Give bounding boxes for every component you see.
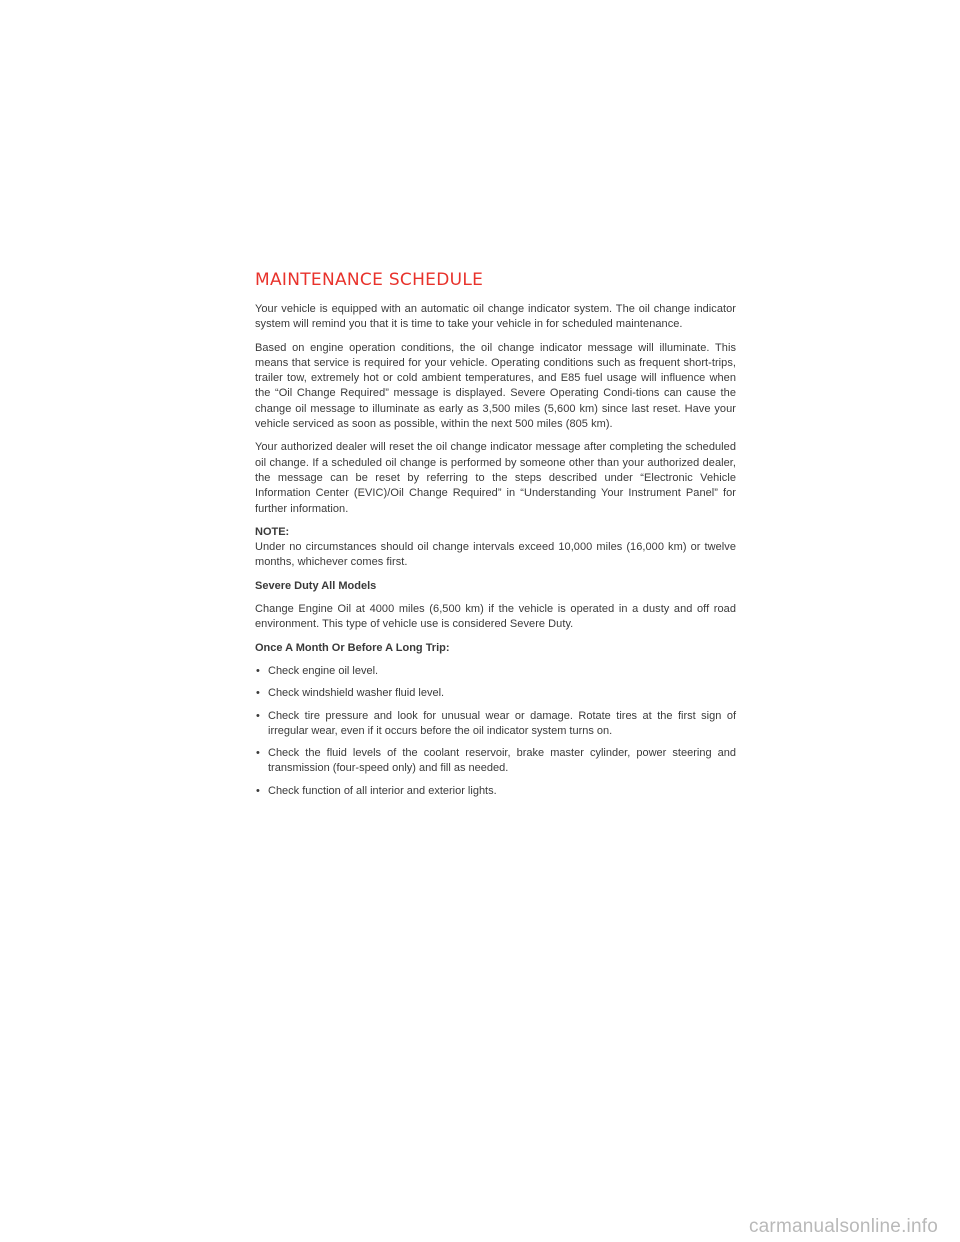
intro-paragraph: Your vehicle is equipped with an automatic oil change indicator system. The oil change indicator system will remind you that it is time to take your vehicle in for scheduled maintenance. (255, 303, 736, 331)
list-item (255, 784, 736, 799)
list-item-text: Check windshield washer fluid level. (268, 687, 445, 700)
bullet-icon: • (256, 784, 260, 797)
severe-duty-text: Change Engine Oil at 4000 miles (6,500 km) if the vehicle is operated in a dusty and off road environment. This type of vehicle use is considered Severe Duty. (255, 603, 736, 631)
list-item-text: Check engine oil level. (268, 664, 379, 677)
list-item-text: Check the fluid levels of the coolant reservoir, brake master cylinder, power steering and transmission (four-speed only) and fill as needed. (268, 747, 736, 775)
note-text: Under no circumstances should oil change intervals exceed 10,000 miles (16,000 km) or twelve months, whichever comes first. (255, 541, 736, 569)
list-item (255, 746, 736, 777)
bullet-icon: • (256, 687, 260, 700)
list-item-text: Check tire pressure and look for unusual wear or damage. Rotate tires at the first sign of irregular wear, even if it occurs before the oil indicator system turns on. (268, 709, 736, 737)
note-label: NOTE: (255, 525, 290, 538)
list-item (255, 686, 736, 701)
severe-duty-heading: Severe Duty All Models (255, 579, 377, 592)
page-content (255, 268, 736, 806)
dealer-reset-paragraph: Your authorized dealer will reset the oil change indicator message after completing the scheduled oil change. If a scheduled oil change is performed by someone other than your authorized dealer, the message can be reset by referring to the steps described under “Electronic Vehicle Information Center (EVIC)/Oil Change Required” in “Understanding Your Instrument Panel” for further information. (255, 441, 736, 515)
section-title: MAINTENANCE SCHEDULE (255, 270, 484, 290)
bullet-icon: • (256, 709, 260, 722)
list-item (255, 709, 736, 740)
watermark: carmanualsonline.info (748, 1216, 938, 1237)
monthly-checks-list (255, 664, 736, 799)
list-item (255, 664, 736, 679)
bullet-icon: • (256, 747, 260, 760)
list-item-text: Check function of all interior and exterior lights. (268, 784, 497, 797)
bullet-icon: • (256, 664, 260, 677)
monthly-checks-heading: Once A Month Or Before A Long Trip: (255, 641, 450, 654)
operating-conditions-paragraph: Based on engine operation conditions, the oil change indicator message will illuminate. This means that service is required for your vehicle. Operating conditions such as frequent short-trips, trailer tow, extremely hot or cold ambient temperatures, and E85 fuel usage will influence when the “Oil Change Required” message is displayed. Severe Operating Condi-tions can cause the change oil message to illuminate as early as 3,500 miles (5,600 km) since last reset. Have your vehicle serviced as soon as possible, within the next 500 miles (805 km). (255, 341, 736, 431)
